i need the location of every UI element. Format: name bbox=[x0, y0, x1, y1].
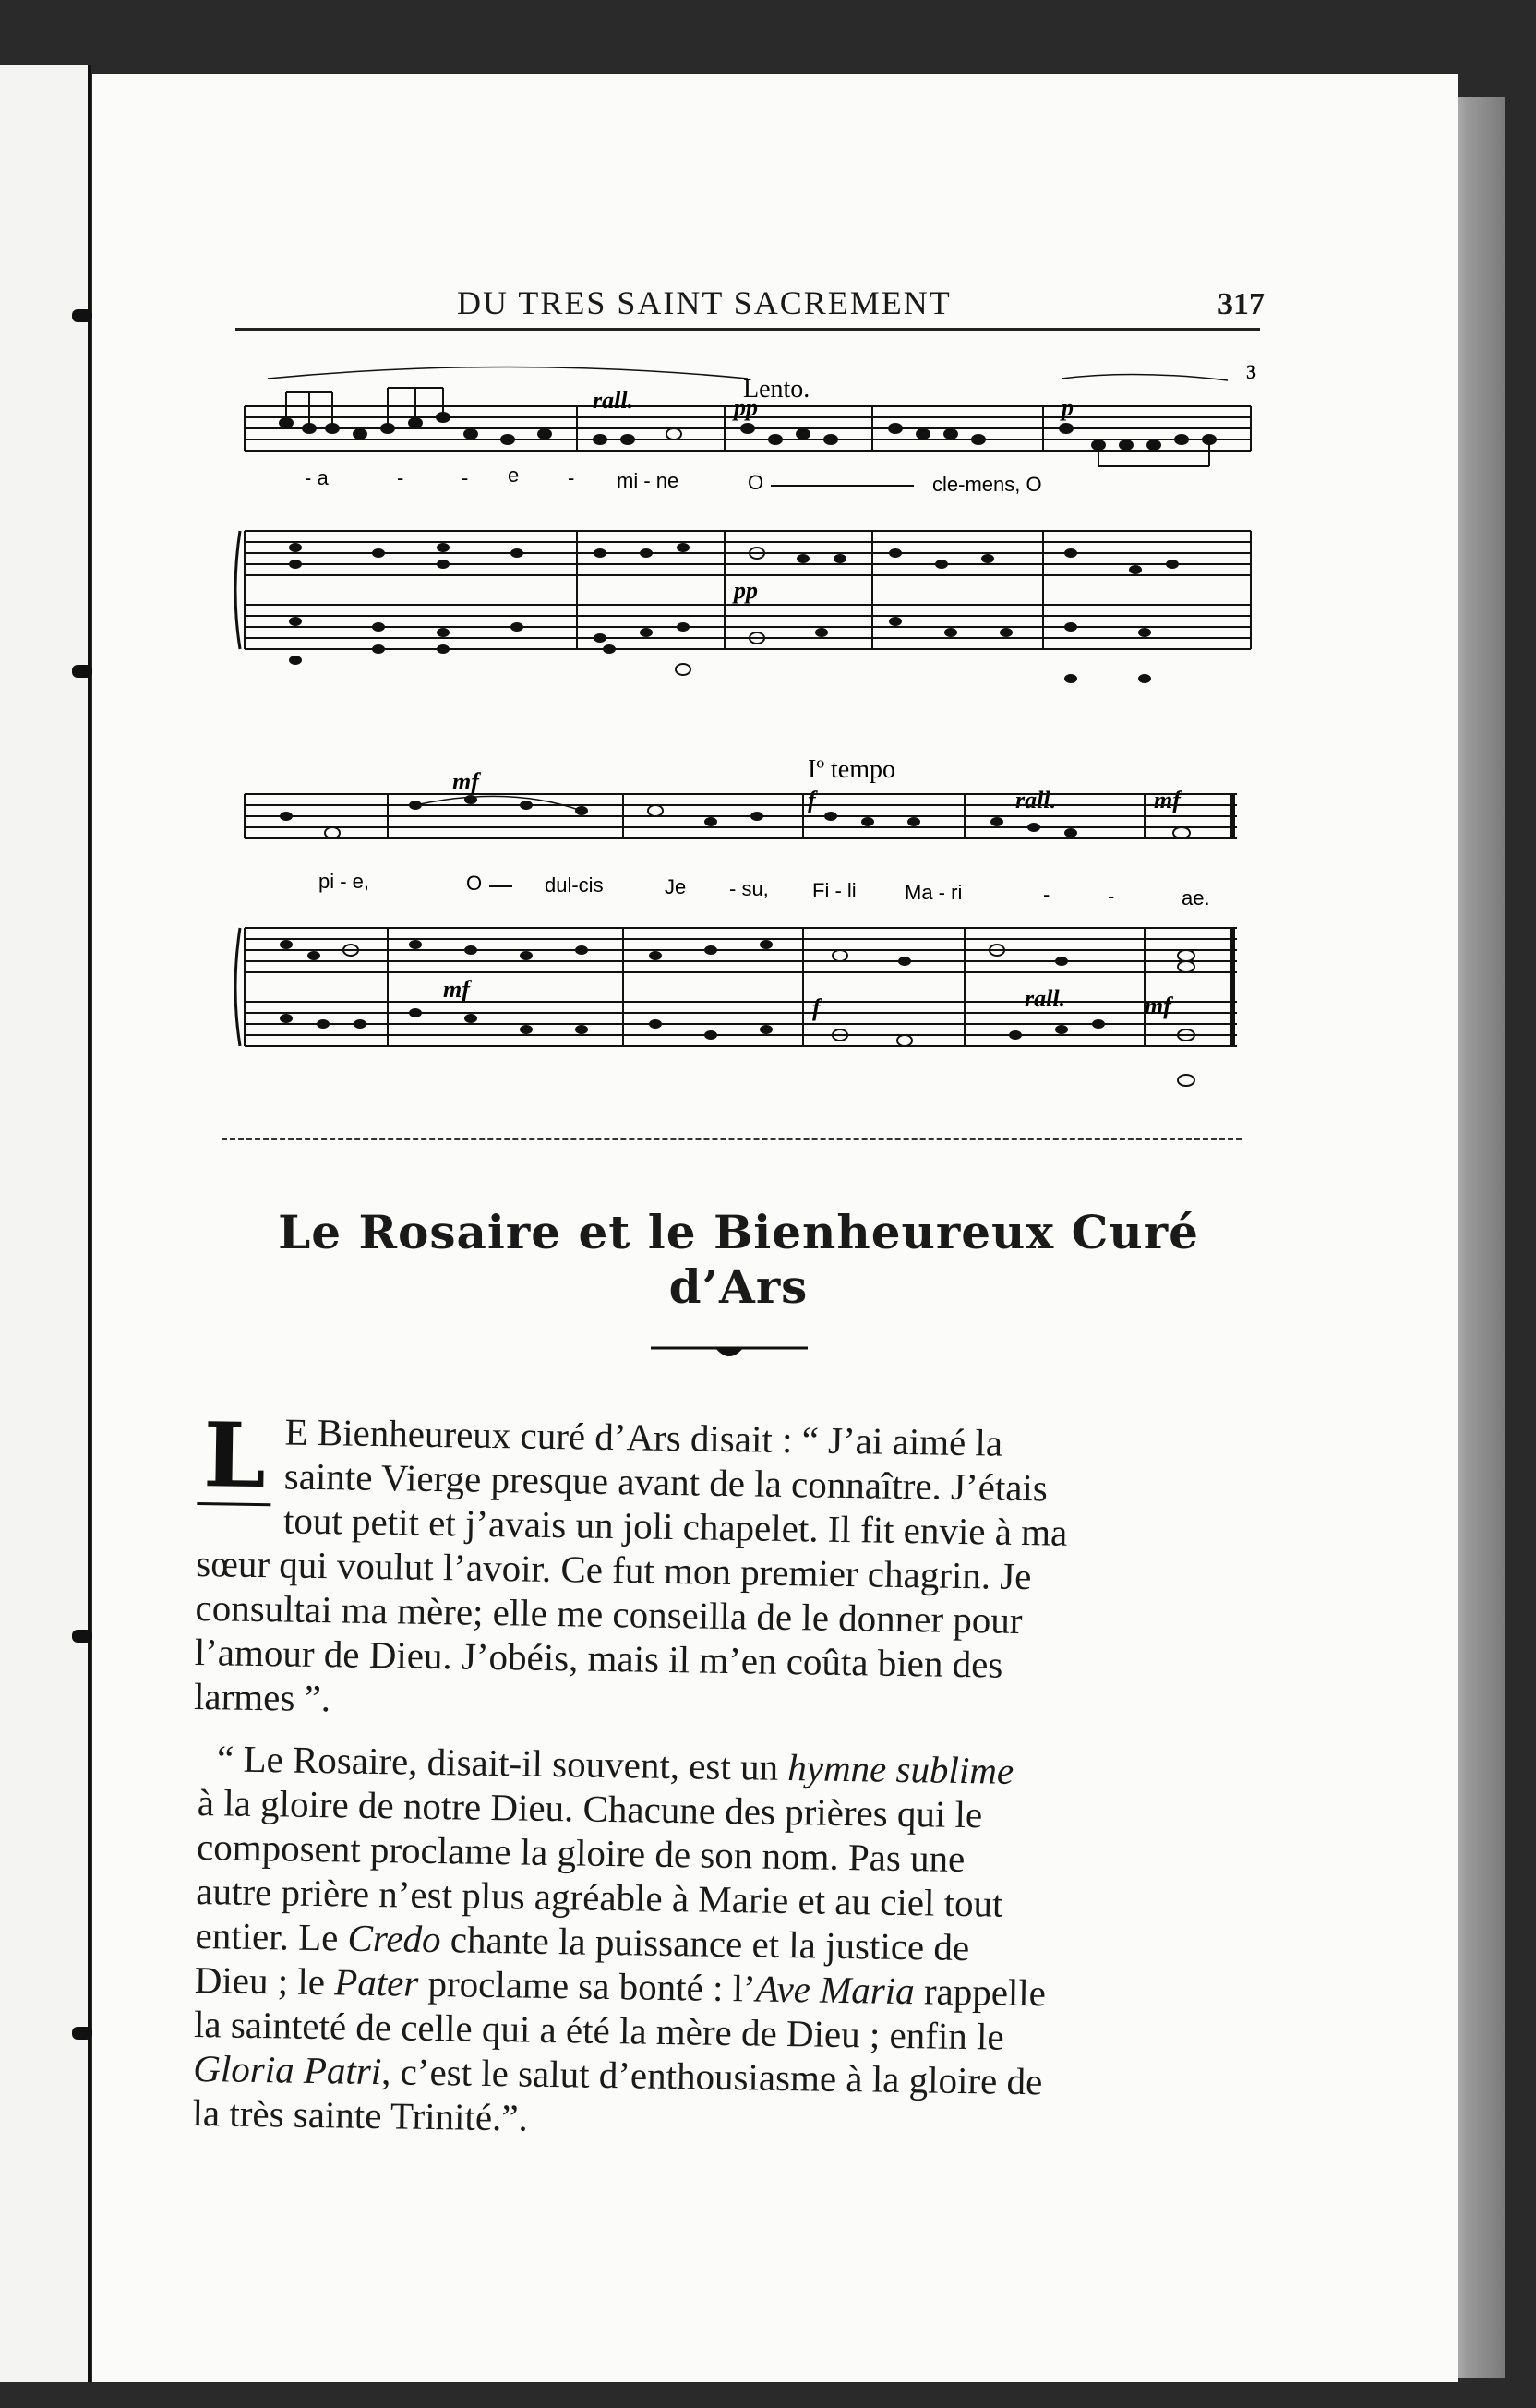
music-score bbox=[231, 351, 1265, 1163]
text-run: , c’est le salut d’enthousiasme à la gloire de bbox=[380, 2050, 1043, 2103]
lyric-syllable: O bbox=[466, 872, 483, 895]
system-1 bbox=[235, 360, 1256, 683]
binding-thread-knot bbox=[72, 309, 92, 322]
lyrics-line-2 bbox=[318, 870, 1210, 909]
text-run: entier. Le bbox=[195, 1913, 349, 1959]
text-line: E Bienheureux curé d’Ars disait : “ J’ai aimé la bbox=[284, 1410, 1003, 1464]
italic-phrase: Gloria Patri bbox=[192, 2046, 382, 2093]
italic-phrase: hymne sublime bbox=[786, 1746, 1014, 1792]
lyric-syllable: dul-cis bbox=[545, 873, 604, 897]
text-run: Dieu ; le bbox=[194, 1957, 335, 2004]
lyric-syllable: - a bbox=[305, 466, 329, 489]
lyric-syllable: - bbox=[568, 466, 575, 489]
dynamic-f: f bbox=[808, 787, 816, 813]
text-line: l’amour de Dieu. J’obéis, mais il m’en coûta bien des bbox=[194, 1630, 1003, 1686]
text-line: sœur qui voulut l’avoir. Ce fut mon premier chagrin. Je bbox=[195, 1541, 1032, 1598]
italic-phrase: Credo bbox=[347, 1916, 441, 1961]
text-run: chante la puissance et la justice de bbox=[440, 1918, 970, 1969]
dynamic-mf-piano: mf bbox=[1145, 993, 1171, 1019]
tempo-lento: Lento. bbox=[743, 375, 810, 403]
text-line: larmes ”. bbox=[193, 1674, 331, 1720]
dynamic-f-piano: f bbox=[812, 994, 821, 1021]
ornament-divider bbox=[651, 1339, 808, 1367]
dynamic-mf: mf bbox=[1154, 787, 1181, 813]
measure-number: 3 bbox=[1246, 360, 1256, 383]
dynamic-pp-piano: pp bbox=[734, 577, 758, 604]
lyric-syllable: Ma - ri bbox=[905, 881, 963, 904]
text-line: composent proclame la gloire de son nom. Pas une bbox=[196, 1824, 966, 1881]
text-line: tout petit et j’avais un joli chapelet. Il fit envie à ma bbox=[282, 1499, 1068, 1554]
drop-cap: L bbox=[197, 1414, 272, 1506]
section-heading: Le Rosaire et le Bienheureux Curé d’Ars bbox=[278, 1205, 1199, 1314]
text-line: sainte Vierge presque avant de la connaître. J’étais bbox=[283, 1454, 1049, 1510]
piano-staff-2 bbox=[235, 928, 1237, 1046]
italic-phrase: Pater bbox=[333, 1960, 419, 2005]
dynamic-rall-piano: rall. bbox=[1025, 985, 1066, 1012]
paragraph-1 bbox=[193, 1403, 1232, 1735]
text-line: autre prière n’est plus agréable à Marie et au ciel tout bbox=[195, 1869, 1003, 1925]
tempo-primo: Iº tempo bbox=[808, 755, 895, 784]
text-run: rappelle bbox=[914, 1969, 1047, 2015]
dynamic-rall: rall. bbox=[1015, 787, 1057, 813]
binding-thread-knot bbox=[72, 2027, 92, 2040]
lyric-syllable: Je bbox=[665, 875, 687, 898]
text-line: la très sainte Trinité.”. bbox=[192, 2090, 529, 2139]
lyric-syllable: - bbox=[397, 466, 404, 489]
binding-thread-knot bbox=[72, 1630, 92, 1643]
lyrics-line-1 bbox=[305, 464, 1042, 496]
lyric-syllable: Fi - li bbox=[812, 879, 857, 902]
text-line: la sainteté de celle qui a été la mère de Dieu ; enfin le bbox=[193, 2002, 1005, 2058]
lyric-syllable: pi - e, bbox=[318, 870, 370, 893]
text-run: “ Le Rosaire, disait-il souvent, est un bbox=[216, 1737, 788, 1789]
paragraph-2 bbox=[192, 1736, 1232, 2151]
lyric-syllable: - su, bbox=[729, 877, 769, 900]
text-line: à la gloire de notre Dieu. Chacune des prières qui le bbox=[197, 1780, 983, 1836]
lyric-syllable: mi - ne bbox=[617, 469, 679, 492]
dynamic-mf-piano: mf bbox=[443, 976, 470, 1003]
dynamic-pp: pp bbox=[734, 394, 758, 421]
lyric-syllable: - bbox=[1108, 885, 1115, 908]
lyric-syllable: O bbox=[748, 471, 764, 494]
music-divider bbox=[222, 1138, 1242, 1148]
running-title: DU TRES SAINT SACREMENT bbox=[457, 284, 952, 321]
binding-thread-knot bbox=[72, 665, 92, 678]
lyric-syllable: ae. bbox=[1182, 886, 1210, 909]
page-number: 317 bbox=[1218, 287, 1265, 321]
lyric-syllable: - bbox=[462, 466, 469, 489]
dynamic-mf: mf bbox=[452, 768, 479, 795]
text-run: proclame sa bonté : l’ bbox=[417, 1961, 757, 2010]
dynamic-p: p bbox=[1062, 394, 1074, 421]
italic-phrase: Ave Maria bbox=[755, 1967, 916, 2013]
running-head bbox=[235, 282, 1265, 331]
lyric-syllable: cle-mens, O bbox=[932, 473, 1042, 496]
dynamic-rall: rall. bbox=[593, 387, 634, 414]
voice-staff-2 bbox=[245, 794, 1237, 838]
lyric-syllable: - bbox=[1043, 883, 1050, 906]
system-2 bbox=[235, 755, 1237, 1086]
lyric-syllable: e bbox=[508, 464, 520, 487]
text-line: consultai ma mère; elle me conseilla de le donner pour bbox=[195, 1585, 1023, 1643]
